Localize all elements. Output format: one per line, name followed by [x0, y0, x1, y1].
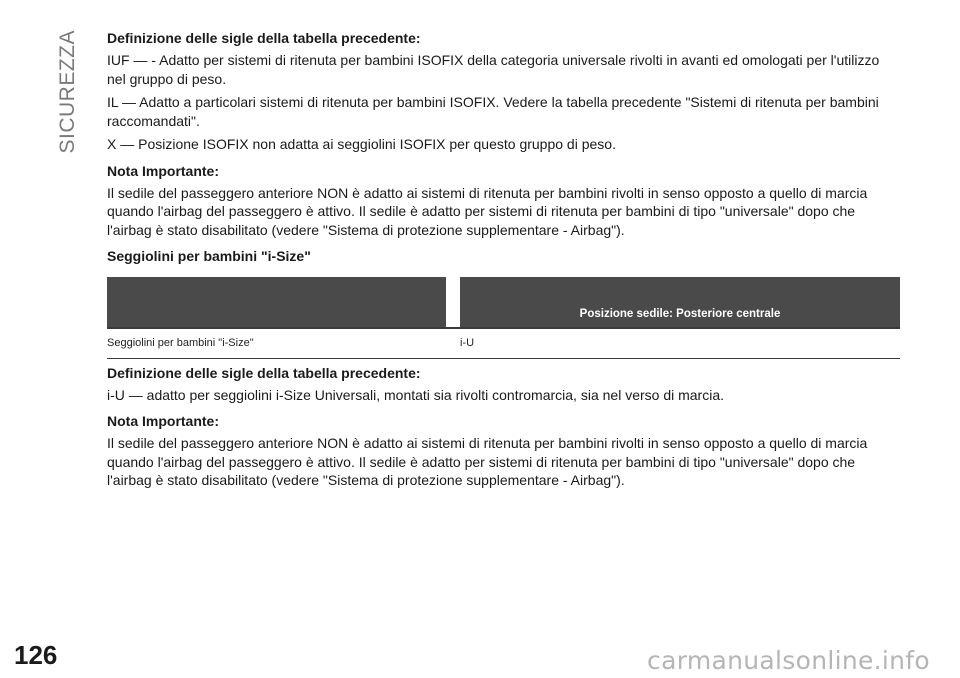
- important-note-heading-2: Nota Importante:: [107, 413, 219, 429]
- isize-heading: Seggiolini per bambini "i-Size": [107, 248, 311, 264]
- isize-table-header-row: [107, 277, 900, 328]
- isize-table-header-left: [107, 277, 446, 328]
- isize-table-header-seat-position: Posizione sedile: Posteriore centrale: [460, 277, 900, 328]
- isize-row-value: i-U: [460, 328, 900, 358]
- isize-row-label: Seggiolini per bambini "i-Size": [107, 328, 446, 358]
- definition-il: IL — Adatto a particolari sistemi di ritenuta per bambini ISOFIX. Vedere la tabella precedente "Sistemi di ritenuta per bambini raccomandati".: [107, 94, 879, 129]
- important-note-heading: Nota Importante:: [107, 162, 219, 179]
- isize-table: [107, 277, 900, 359]
- table-row: [107, 328, 900, 358]
- page-content: [107, 29, 900, 495]
- definitions-heading: Definizione delle sigle della tabella precedente:: [107, 30, 421, 46]
- definition-x: X — Posizione ISOFIX non adatta ai seggiolini ISOFIX per questo gruppo di peso.: [107, 136, 616, 152]
- definitions-heading-2: Definizione delle sigle della tabella precedente:: [107, 364, 421, 381]
- important-note-text-2: Il sedile del passeggero anteriore NON è adatto ai sistemi di ritenuta per bambini rivolti in senso opposto a quello di marcia quando l'airbag del passeggero è attivo. Il sedile è adatto per sistemi di ritenuta per bambini di tipo "universale" dopo che l'airbag è stato disabilitato (vedere "Sistema di protezione supplementare - Airbag").: [107, 435, 868, 488]
- section-side-label: SICUREZZA: [56, 30, 79, 154]
- definition-iuf: IUF — - Adatto per sistemi di ritenuta per bambini ISOFIX della categoria universale rivolti in avanti ed omologati per l'utilizzo nel gruppo di peso.: [107, 52, 880, 87]
- important-note-text: Il sedile del passeggero anteriore NON è adatto ai sistemi di ritenuta per bambini rivolti in senso opposto a quello di marcia quando l'airbag del passeggero è attivo. Il sedile è adatto per sistemi di ritenuta per bambini di tipo "universale" dopo che l'airbag è stato disabilitato (vedere "Sistema di protezione supplementare - Airbag").: [107, 184, 868, 238]
- definition-iu: i-U — adatto per seggiolini i-Size Universali, montati sia rivolti contromarcia, sia nel verso di marcia.: [107, 386, 725, 403]
- watermark: carmanualsonline.info: [647, 646, 930, 675]
- page-number: 126: [14, 640, 58, 670]
